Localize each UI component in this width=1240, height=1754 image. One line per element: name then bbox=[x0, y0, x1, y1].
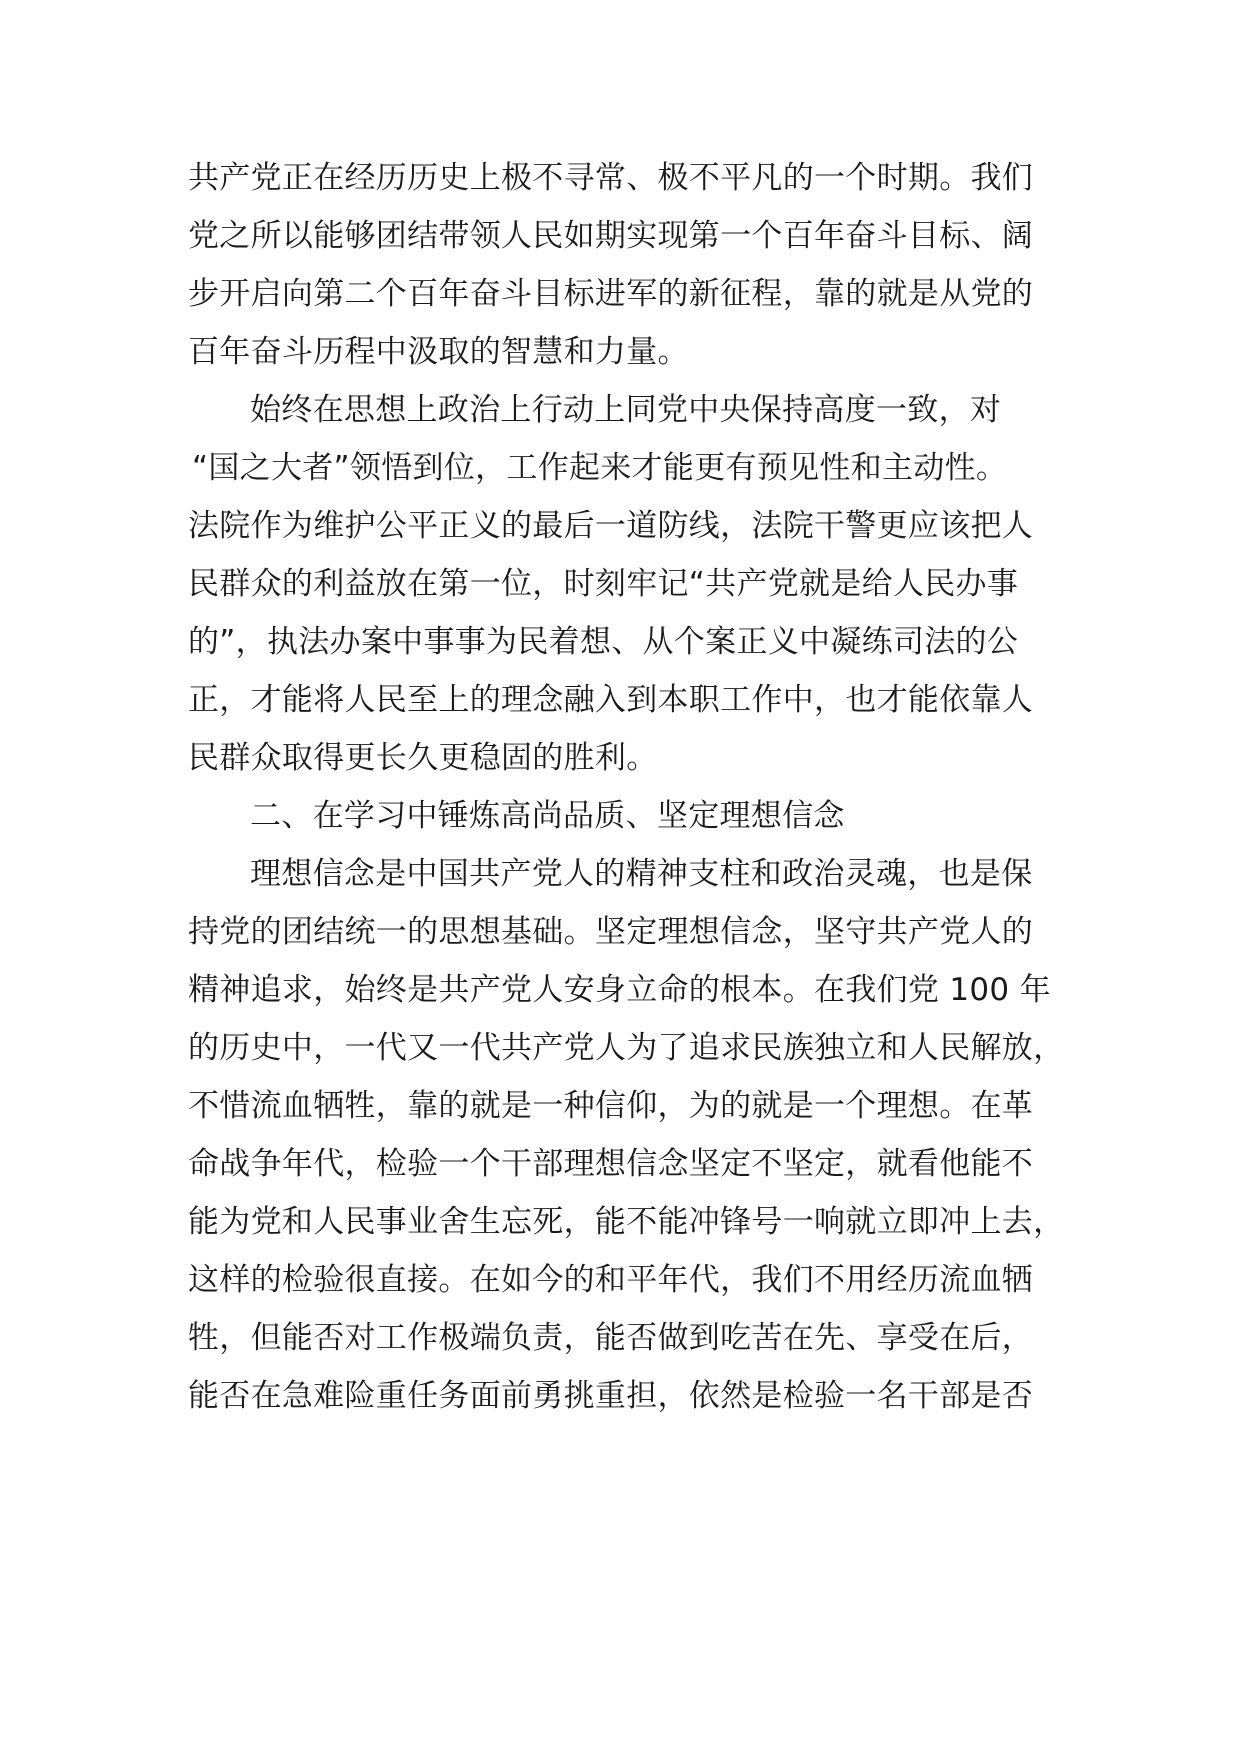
section-heading: 二、在学习中锤炼高尚品质、坚定理想信念 bbox=[250, 798, 845, 834]
paragraph-line: 正，才能将人民至上的理念融入到本职工作中，也才能依靠人 bbox=[188, 682, 1034, 718]
paragraph-line: 能为党和人民事业舍生忘死，能不能冲锋号一响就立即冲上去， bbox=[188, 1204, 1065, 1240]
paragraph-line: 能否在急难险重任务面前勇挑重担，依然是检验一名干部是否 bbox=[188, 1378, 1034, 1414]
paragraph-line: 这样的检验很直接。在如今的和平年代，我们不用经历流血牺 bbox=[188, 1262, 1034, 1298]
paragraph-line: 法院作为维护公平正义的最后一道防线，法院干警更应该把人 bbox=[188, 508, 1034, 544]
paragraph-line: 始终在思想上政治上行动上同党中央保持高度一致，对 bbox=[250, 392, 1002, 428]
paragraph-line: 民群众取得更长久更稳固的胜利。 bbox=[188, 740, 658, 776]
paragraph-line: 百年奋斗历程中汲取的智慧和力量。 bbox=[188, 334, 689, 370]
paragraph-line: 党之所以能够团结带领人民如期实现第一个百年奋斗目标、阔 bbox=[188, 218, 1034, 254]
paragraph-line: 牲，但能否对工作极端负责，能否做到吃苦在先、享受在后， bbox=[188, 1320, 1034, 1356]
paragraph-line: 持党的团结统一的思想基础。坚定理想信念，坚守共产党人的 bbox=[188, 914, 1034, 950]
paragraph-line: 的”，执法办案中事事为民着想、从个案正义中凝练司法的公 bbox=[188, 624, 1019, 660]
paragraph-line: 民群众的利益放在第一位，时刻牢记“共产党就是给人民办事 bbox=[188, 566, 1019, 602]
paragraph-line: 不惜流血牺牲，靠的就是一种信仰，为的就是一个理想。在革 bbox=[188, 1088, 1034, 1124]
paragraph-line: “国之大者”领悟到位，工作起来才能更有预见性和主动性。 bbox=[192, 450, 1008, 486]
paragraph-line: 理想信念是中国共产党人的精神支柱和政治灵魂，也是保 bbox=[250, 856, 1033, 892]
paragraph-line: 的历史中，一代又一代共产党人为了追求民族独立和人民解放， bbox=[188, 1030, 1065, 1066]
paragraph-line: 步开启向第二个百年奋斗目标进军的新征程，靠的就是从党的 bbox=[188, 276, 1034, 312]
paragraph-line: 精神追求，始终是共产党人安身立命的根本。在我们党 100 年 bbox=[188, 972, 1051, 1008]
paragraph-line: 共产党正在经历历史上极不寻常、极不平凡的一个时期。我们 bbox=[188, 160, 1034, 196]
paragraph-line: 命战争年代，检验一个干部理想信念坚定不坚定，就看他能不 bbox=[188, 1146, 1034, 1182]
